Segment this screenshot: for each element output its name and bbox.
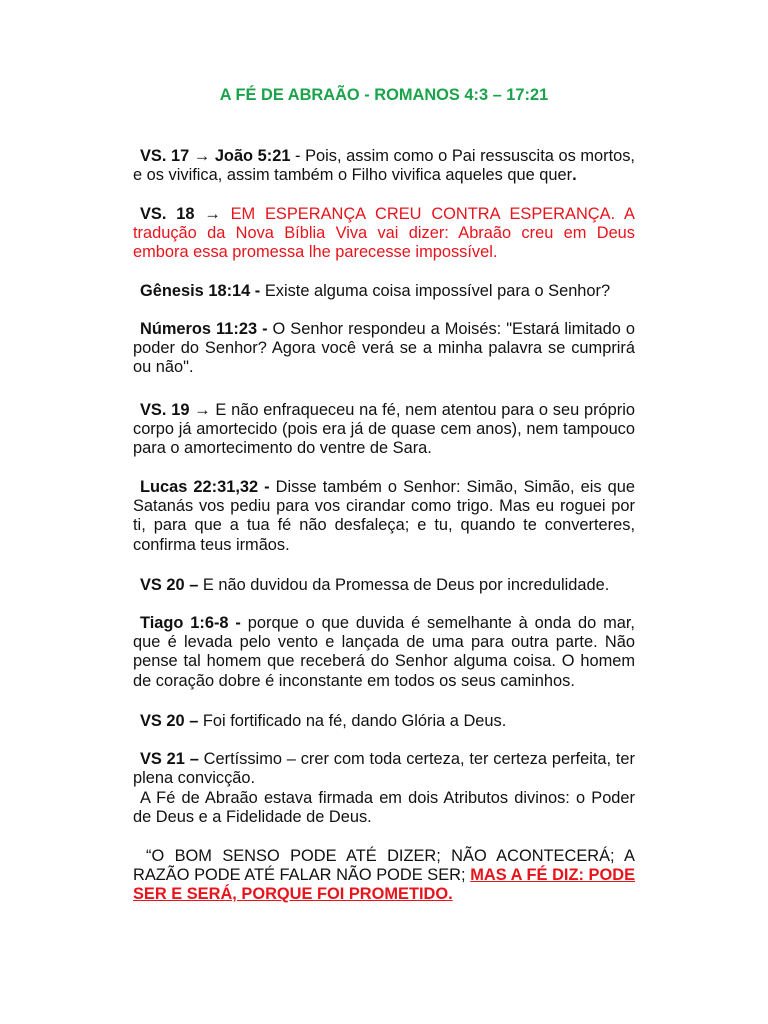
- cross-ref: Lucas 22:31,32 -: [140, 478, 270, 496]
- cross-ref: João 5:21: [214, 147, 291, 165]
- paragraph-vs19: [133, 401, 635, 459]
- verse-ref: VS 20 –: [140, 712, 199, 730]
- cross-ref: Tiago 1:6-8 -: [140, 614, 241, 632]
- paragraph-numeros: [133, 320, 635, 378]
- paragraph-text: E não duvidou da Promessa de Deus por incredulidade.: [198, 576, 610, 594]
- paragraph-lucas: [133, 478, 635, 555]
- paragraph-text: porque o que duvida é semelhante à onda do mar, que é levada pelo vento e lançada de uma para outra parte. Não pense tal homem que receberá do Senhor alguma coisa. O homem de coração dobre é inconstante em todos os seus caminhos.: [133, 614, 635, 690]
- arrow-right-icon: →: [204, 205, 221, 223]
- paragraph-vs21: [133, 750, 635, 788]
- paragraph-vs20-b: [133, 712, 635, 731]
- verse-ref: VS 20 –: [140, 576, 199, 594]
- paragraph-text: “O BOM SENSO PODE ATÉ DIZER; NÃO ACONTECERÁ; A RAZÃO PODE ATÉ FALAR NÃO PODE SER;: [133, 847, 635, 885]
- paragraph-text: Disse também o Senhor: Simão, Simão, eis que Satanás vos pediu para vos cirandar como trigo. Mas eu roguei por ti, para que a tua fé não desfaleça; e tu, quando te converteres, confirma teus irmãos.: [133, 478, 635, 554]
- paragraph-text: Foi fortificado na fé, dando Glória a Deus.: [198, 712, 507, 730]
- paragraph-vs20-a: [133, 576, 635, 595]
- paragraph-text: - Pois, assim como o Pai ressuscita os mortos, e os vivifica, assim também o Filho vivifica aqueles que quer: [133, 147, 635, 185]
- paragraph-vs17: [133, 147, 635, 185]
- paragraph-text: A Fé de Abraão estava firmada em dois Atributos divinos: o Poder de Deus e a Fidelidade de Deus.: [133, 789, 635, 827]
- verse-ref: VS 21 –: [140, 750, 199, 768]
- paragraph-conclusion: [133, 847, 635, 905]
- paragraph-text: Existe alguma coisa impossível para o Senhor?: [260, 282, 611, 300]
- highlight-text: MAS A FÉ DIZ: PODE SER E SERÁ, PORQUE FOI PROMETIDO.: [133, 866, 636, 904]
- page-title: A FÉ DE ABRAÃO - ROMANOS 4:3 – 17:21: [219, 86, 549, 104]
- paragraph-text: O Senhor respondeu a Moisés: "Estará limitado o poder do Senhor? Agora você verá se a minha palavra se cumprirá ou não".: [133, 320, 635, 377]
- arrow-right-icon: →: [194, 401, 211, 419]
- cross-ref: Gênesis 18:14 -: [140, 282, 261, 300]
- paragraph-end: .: [572, 166, 577, 185]
- cross-ref: Números 11:23 -: [140, 320, 268, 338]
- paragraph-genesis: [133, 282, 635, 301]
- verse-ref: VS. 17: [140, 147, 190, 165]
- paragraph-atributos: [133, 789, 635, 827]
- verse-ref: VS. 19: [140, 401, 190, 419]
- verse-ref: VS. 18: [140, 205, 195, 223]
- paragraph-tiago: [133, 614, 635, 691]
- arrow-right-icon: →: [193, 147, 211, 165]
- paragraph-vs18: [133, 205, 635, 263]
- paragraph-text: Certíssimo – crer com toda certeza, ter certeza perfeita, ter plena convicção.: [133, 750, 635, 788]
- paragraph-text: EM ESPERANÇA CREU CONTRA ESPERANÇA. A tradução da Nova Bíblia Viva vai dizer: Abraão creu em Deus embora essa promessa lhe parecesse impossível.: [133, 205, 635, 262]
- paragraph-text: E não enfraqueceu na fé, nem atentou para o seu próprio corpo já amortecido (pois era já de quase cem anos), nem tampouco para o amortecimento do ventre de Sara.: [133, 401, 635, 458]
